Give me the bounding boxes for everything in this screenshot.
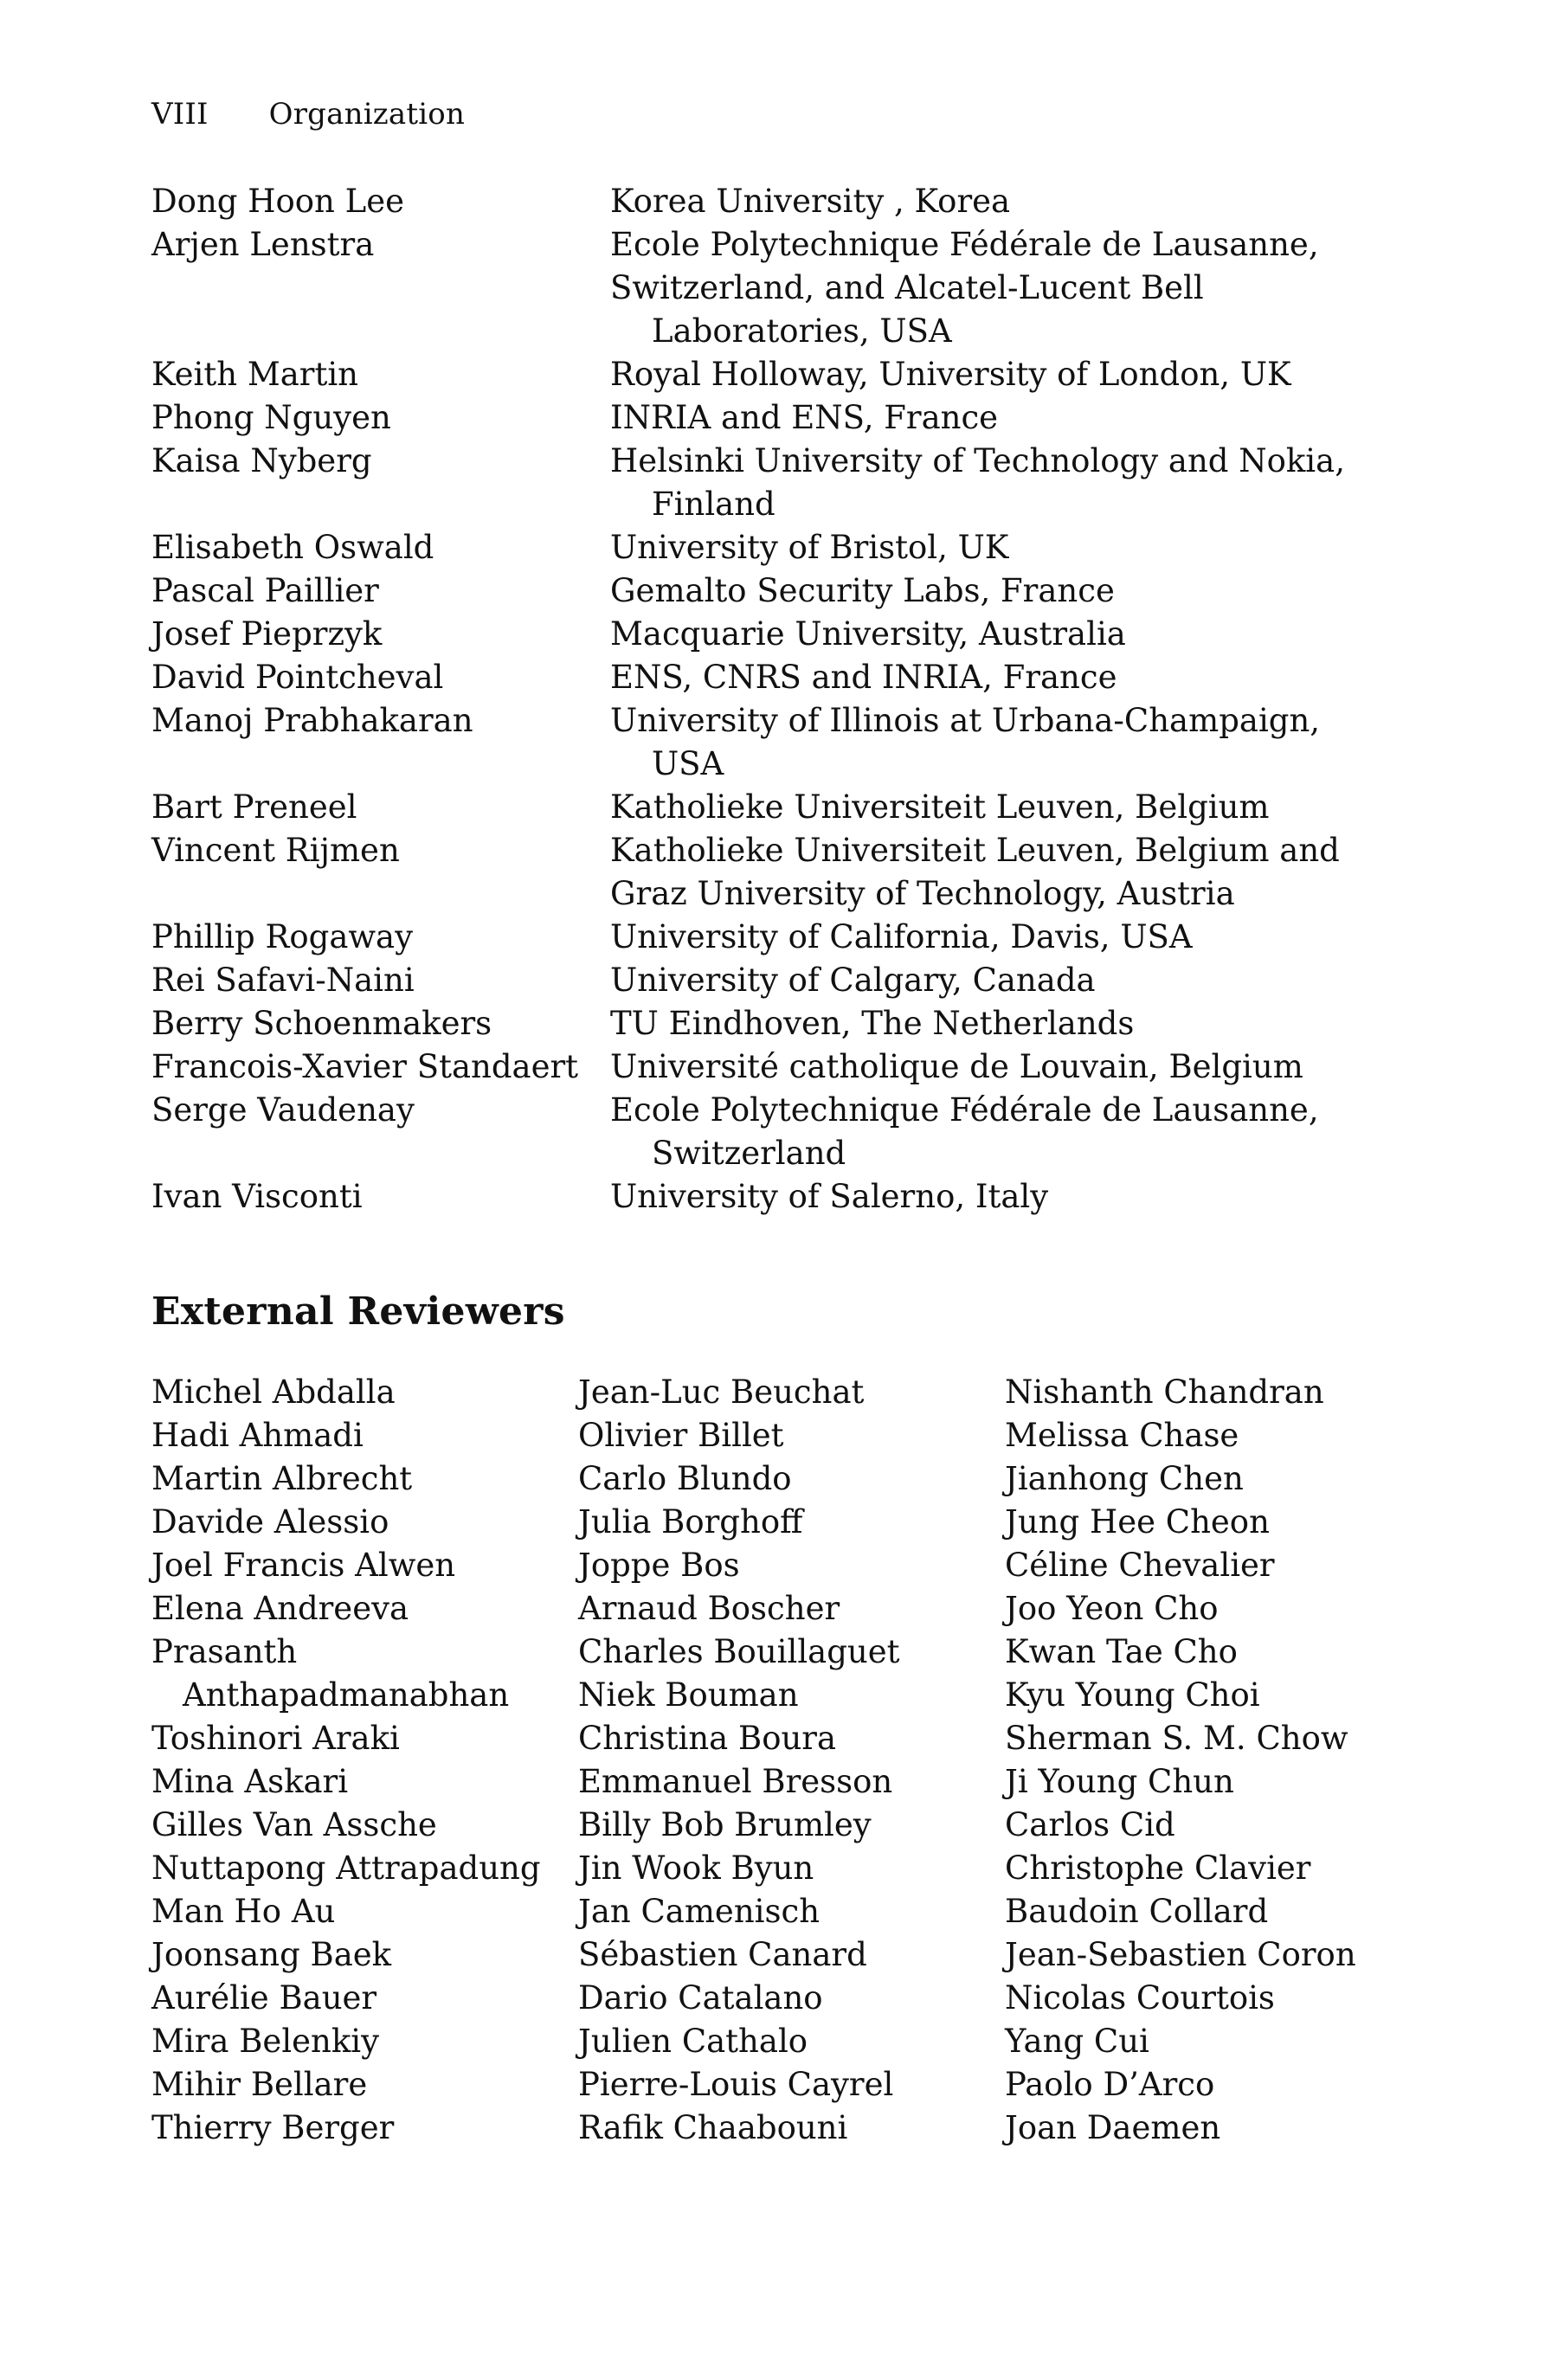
member-affiliation [610, 440, 1355, 526]
affiliation-line: Helsinki University of Technology and Nokia, [610, 442, 1345, 479]
affiliation-line: ENS, CNRS and INRIA, France [610, 659, 1117, 696]
affiliation-line: University of California, Davis, USA [610, 918, 1193, 955]
reviewer-name: Carlos Cid [1005, 1806, 1175, 1843]
reviewer-name: Ji Young Chun [1005, 1763, 1234, 1800]
member-affiliation [610, 829, 1355, 916]
affiliation-line: University of Salerno, Italy [610, 1178, 1049, 1215]
reviewer-name: Jianhong Chen [1005, 1460, 1244, 1497]
affiliation-line: Laboratories, USA [652, 312, 952, 350]
reviewer-name: Arnaud Boscher [578, 1590, 840, 1627]
committee-row [151, 1002, 1398, 1045]
affiliation-line: Finland [652, 486, 776, 523]
reviewer-name: Davide Alessio [151, 1503, 389, 1541]
reviewer-name: Mina Askari [151, 1763, 349, 1800]
member-name: Kaisa Nyberg [151, 442, 372, 479]
affiliation-line: Gemalto Security Labs, France [610, 572, 1115, 609]
member-affiliation [610, 656, 1355, 699]
reviewer-column [578, 1371, 1005, 2150]
affiliation-line: Royal Holloway, University of London, UK [610, 356, 1291, 393]
committee-row [151, 829, 1398, 916]
reviewer-name: Billy Bob Brumley [578, 1806, 872, 1843]
member-name: Vincent Rijmen [151, 832, 400, 869]
reviewer-name: Christina Boura [578, 1720, 837, 1757]
reviewer-name: Charles Bouillaguet [578, 1633, 900, 1670]
member-name: Dong Hoon Lee [151, 183, 404, 220]
external-reviewers-list [151, 1371, 1398, 2150]
committee-row [151, 1089, 1398, 1175]
reviewer-name: Gilles Van Assche [151, 1806, 437, 1843]
member-affiliation [610, 1089, 1355, 1175]
member-name: Rei Safavi-Naini [151, 962, 415, 999]
section-title: External Reviewers [151, 1290, 565, 1334]
reviewer-name: Mira Belenkiy [151, 2023, 380, 2060]
reviewer-name: Baudoin Collard [1005, 1893, 1269, 1930]
member-name: Arjen Lenstra [151, 226, 375, 263]
member-affiliation [610, 569, 1355, 613]
member-name: Manoj Prabhakaran [151, 702, 473, 739]
reviewer-name: Man Ho Au [151, 1893, 336, 1930]
member-affiliation [610, 180, 1355, 223]
committee-row [151, 916, 1398, 959]
affiliation-line: Korea University , Korea [610, 183, 1011, 220]
member-affiliation [610, 353, 1355, 396]
member-name: Josef Pieprzyk [151, 615, 383, 653]
member-affiliation [610, 613, 1355, 656]
member-name: Elisabeth Oswald [151, 529, 434, 566]
member-name: Ivan Visconti [151, 1178, 363, 1215]
affiliation-line: Switzerland [652, 1135, 846, 1172]
reviewer-name: Melissa Chase [1005, 1417, 1239, 1454]
affiliation-line: Ecole Polytechnique Fédérale de Lausanne, [610, 1091, 1319, 1129]
reviewer-name: Joo Yeon Cho [1005, 1590, 1219, 1627]
reviewer-name: Rafik Chaabouni [578, 2109, 848, 2146]
member-name: Pascal Paillier [151, 572, 379, 609]
member-name: Serge Vaudenay [151, 1091, 415, 1129]
member-name: Keith Martin [151, 356, 359, 393]
reviewer-name: Joan Daemen [1005, 2109, 1221, 2146]
member-affiliation [610, 396, 1355, 440]
running-head [151, 93, 1398, 135]
reviewer-name: Carlo Blundo [578, 1460, 792, 1497]
member-affiliation [610, 1175, 1355, 1219]
reviewer-name: Julien Cathalo [578, 2023, 808, 2060]
member-name: Francois-Xavier Standaert [151, 1048, 579, 1085]
member-affiliation [610, 699, 1355, 786]
member-affiliation [610, 1002, 1355, 1045]
reviewer-name: Paolo D’Arco [1005, 2066, 1215, 2103]
reviewer-name: Jan Camenisch [578, 1893, 821, 1930]
reviewer-name: Jin Wook Byun [578, 1849, 814, 1887]
reviewer-column [1005, 1371, 1386, 2150]
reviewer-name: Mihir Bellare [151, 2066, 368, 2103]
committee-row [151, 180, 1398, 223]
reviewer-name: Céline Chevalier [1005, 1547, 1275, 1584]
affiliation-line: Katholieke Universiteit Leuven, Belgium [610, 788, 1270, 826]
member-affiliation [610, 526, 1355, 569]
affiliation-line: USA [652, 745, 724, 782]
reviewer-name: Nishanth Chandran [1005, 1373, 1324, 1411]
member-name: Bart Preneel [151, 788, 357, 826]
reviewer-name: Martin Albrecht [151, 1460, 413, 1497]
reviewer-name: Joppe Bos [578, 1547, 740, 1584]
affiliation-line: Macquarie University, Australia [610, 615, 1126, 653]
committee-row [151, 656, 1398, 699]
member-affiliation [610, 223, 1355, 353]
committee-row [151, 1175, 1398, 1219]
committee-row [151, 353, 1398, 396]
reviewer-name: Niek Bouman [578, 1676, 799, 1714]
affiliation-line: Graz University of Technology, Austria [610, 875, 1235, 912]
affiliation-line: Katholieke Universiteit Leuven, Belgium and [610, 832, 1340, 869]
affiliation-line: University of Bristol, UK [610, 529, 1009, 566]
member-name: Phong Nguyen [151, 399, 391, 436]
member-name: Phillip Rogaway [151, 918, 414, 955]
reviewer-name: Prasanth [151, 1633, 298, 1670]
reviewer-name: Joel Francis Alwen [151, 1547, 456, 1584]
reviewer-name: Nuttapong Attrapadung [151, 1849, 541, 1887]
member-affiliation [610, 1045, 1355, 1089]
committee-row [151, 959, 1398, 1002]
affiliation-line: Université catholique de Louvain, Belgium [610, 1048, 1303, 1085]
affiliation-line: University of Calgary, Canada [610, 962, 1096, 999]
reviewer-name: Hadi Ahmadi [151, 1417, 364, 1454]
reviewer-name: Yang Cui [1005, 2023, 1149, 2060]
reviewer-name: Elena Andreeva [151, 1590, 409, 1627]
reviewer-name: Thierry Berger [151, 2109, 395, 2146]
committee-row [151, 613, 1398, 656]
committee-row [151, 569, 1398, 613]
reviewer-name: Julia Borghoff [578, 1503, 803, 1541]
committee-row [151, 1045, 1398, 1089]
committee-row [151, 396, 1398, 440]
running-head-title: Organization [268, 97, 466, 132]
reviewer-name: Sherman S. M. Chow [1005, 1720, 1348, 1757]
member-affiliation [610, 786, 1355, 829]
reviewer-name: Jean-Luc Beuchat [578, 1373, 865, 1411]
reviewer-name: Christophe Clavier [1005, 1849, 1311, 1887]
reviewer-name: Kwan Tae Cho [1005, 1633, 1238, 1670]
reviewer-name: Pierre-Louis Cayrel [578, 2066, 894, 2103]
reviewer-name: Joonsang Baek [151, 1936, 392, 1973]
reviewer-column [151, 1371, 578, 2150]
committee-row [151, 699, 1398, 786]
committee-row [151, 786, 1398, 829]
affiliation-line: INRIA and ENS, France [610, 399, 999, 436]
reviewer-name: Anthapadmanabhan [183, 1676, 510, 1714]
reviewer-name: Emmanuel Bresson [578, 1763, 893, 1800]
committee-row [151, 440, 1398, 526]
page-number: VIII [151, 97, 209, 132]
reviewer-name: Olivier Billet [578, 1417, 784, 1454]
committee-row [151, 526, 1398, 569]
reviewer-name: Jean-Sebastien Coron [1005, 1936, 1356, 1973]
member-name: David Pointcheval [151, 659, 444, 696]
reviewer-name: Jung Hee Cheon [1005, 1503, 1270, 1541]
committee-row [151, 223, 1398, 353]
reviewer-name: Aurélie Bauer [151, 1979, 377, 2017]
reviewer-name: Toshinori Araki [151, 1720, 400, 1757]
reviewer-name: Michel Abdalla [151, 1373, 396, 1411]
affiliation-line: Ecole Polytechnique Fédérale de Lausanne, [610, 226, 1319, 263]
reviewer-name: Nicolas Courtois [1005, 1979, 1275, 2017]
affiliation-line: Switzerland, and Alcatel-Lucent Bell [610, 269, 1204, 306]
affiliation-line: University of Illinois at Urbana-Champaign, [610, 702, 1321, 739]
reviewer-name: Kyu Young Choi [1005, 1676, 1260, 1714]
member-affiliation [610, 916, 1355, 959]
program-committee-list [151, 180, 1398, 1219]
document-page [151, 93, 1398, 2150]
member-affiliation [610, 959, 1355, 1002]
member-name: Berry Schoenmakers [151, 1005, 492, 1042]
affiliation-line: TU Eindhoven, The Netherlands [610, 1005, 1135, 1042]
reviewer-name: Dario Catalano [578, 1979, 823, 2017]
reviewer-name: Sébastien Canard [578, 1936, 867, 1973]
